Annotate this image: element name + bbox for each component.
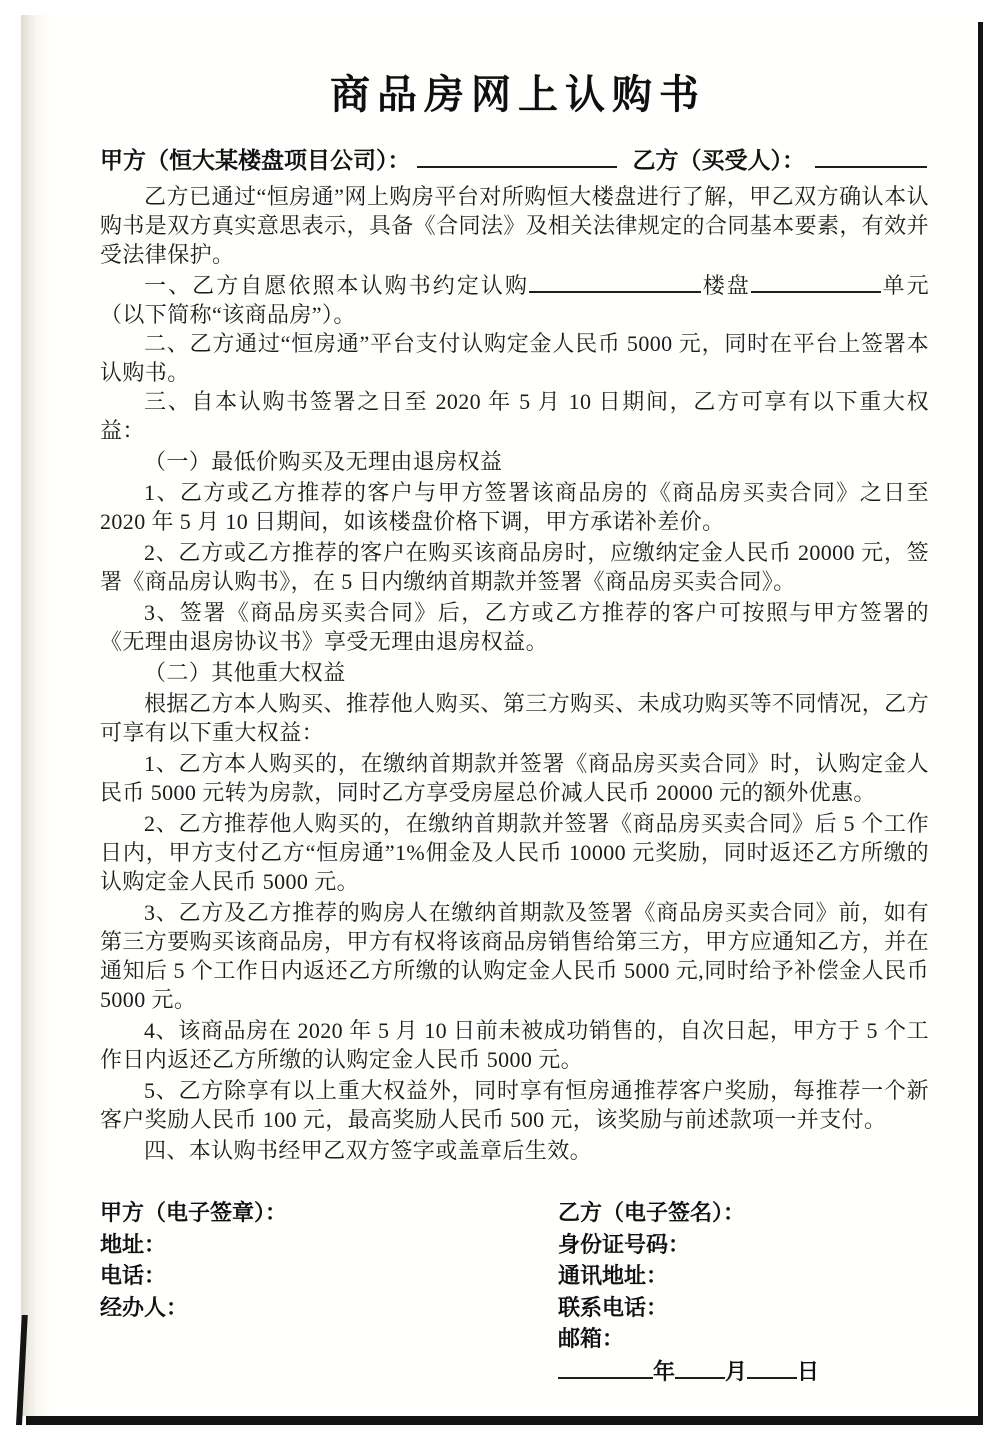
- intro-paragraph: 乙方已通过“恒房通”网上购房平台对所购恒大楼盘进行了解，甲乙双方确认本认购书是双方真实意思表示，具备《合同法》及相关法律规定的合同基本要素，有效并受法律保护。: [100, 184, 929, 267]
- party-b-blank: [815, 143, 927, 168]
- party-b-email-label: 邮箱：: [558, 1326, 625, 1351]
- section-2-item: 5、乙方除享有以上重大权益外，同时享有恒房通推荐客户奖励，每推荐一个新客户奖励人民币 100 元，最高奖励人民币 500 元，该奖励与前述款项一并支付。: [100, 1078, 929, 1132]
- scanned-page: [21, 13, 978, 1416]
- page-left-edge-shadow: [21, 15, 51, 1416]
- party-b-esign-label: 乙方（电子签名）：: [558, 1200, 746, 1225]
- section-2-intro: 根据乙方本人购买、推荐他人购买、第三方购买、未成功购买等不同情况，乙方可享有以下重大权益：: [100, 691, 929, 745]
- date-line: [558, 1355, 929, 1388]
- section-2-item: 2、乙方推荐他人购买的，在缴纳首期款并签署《商品房买卖合同》后 5 个工作日内，甲方支付乙方“恒房通”1%佣金及人民币 10000 元奖励，同时返还乙方所缴的认购定金人民币 5000 元。: [100, 811, 929, 894]
- party-b-address-label: 通讯地址：: [558, 1263, 669, 1288]
- section-1-item: 3、签署《商品房买卖合同》后，乙方或乙方推荐的客户可按照与甲方签署的《无理由退房协议书》享受无理由退房权益。: [100, 600, 929, 654]
- document-title: 商品房网上认购书: [330, 73, 706, 117]
- party-a-agent-label: 经办人：: [100, 1294, 189, 1320]
- section-1-heading: （一）最低价购买及无理由退房权益: [144, 449, 503, 474]
- party-a-esign-label: 甲方（电子签章）：: [100, 1200, 288, 1225]
- clause-1-pre: 一、乙方自愿依照本认购书约定认购: [144, 273, 530, 298]
- party-b-phone-label: 联系电话：: [558, 1294, 669, 1320]
- parties-line: [100, 143, 929, 175]
- section-2-item: 3、乙方及乙方推荐的购房人在缴纳首期款及签署《商品房买卖合同》前，如有第三方要购买该商品房，甲方有权将该商品房销售给第三方，甲方应通知乙方，并在通知后 5 个工作日内返还乙方所缴的认购定金人民币 5000 元,同时给予补偿金人民币 5000 元。: [100, 900, 929, 1012]
- clause-2: 二、乙方通过“恒房通”平台支付认购定金人民币 5000 元，同时在平台上签署本认购书。: [100, 331, 929, 385]
- unit-blank: [751, 269, 881, 293]
- contract-document: [100, 71, 929, 1387]
- day-blank: [747, 1355, 797, 1379]
- party-b-label: 乙方（买受人）：: [632, 147, 805, 173]
- party-a-signature-column: [100, 1197, 558, 1387]
- party-b-id-label: 身份证号码：: [558, 1231, 691, 1257]
- section-2-heading: （二）其他重大权益: [144, 660, 346, 685]
- section-1-item: 2、乙方或乙方推荐的客户在购买该商品房时，应缴纳定金人民币 20000 元，签署《商品房认购书》，在 5 日内缴纳首期款并签署《商品房买卖合同》。: [100, 540, 929, 594]
- year-blank: [558, 1355, 653, 1379]
- party-a-label: 甲方（恒大某楼盘项目公司）：: [100, 147, 411, 173]
- section-1-item: 1、乙方或乙方推荐的客户与甲方签署该商品房的《商品房买卖合同》之日至 2020 年 5 月 10 日期间，如该楼盘价格下调，甲方承诺补差价。: [100, 480, 929, 534]
- clause-4: 四、本认购书经甲乙双方签字或盖章后生效。: [144, 1138, 593, 1163]
- clause-1-mid: 楼盘: [701, 273, 751, 298]
- party-a-phone-label: 电话：: [100, 1263, 167, 1288]
- clause-1: [100, 269, 929, 329]
- year-unit: 年: [653, 1358, 676, 1384]
- month-unit: 月: [725, 1358, 748, 1384]
- month-blank: [675, 1355, 725, 1379]
- section-2-item: 4、该商品房在 2020 年 5 月 10 日前未被成功销售的，自次日起，甲方于 5 个工作日内返还乙方所缴的认购定金人民币 5000 元。: [100, 1018, 929, 1072]
- section-2-item: 1、乙方本人购买的，在缴纳首期款并签署《商品房买卖合同》时，认购定金人民币 5000 元转为房款，同时乙方享受房屋总价减人民币 20000 元的额外优惠。: [100, 751, 929, 805]
- signature-block: [100, 1197, 929, 1387]
- party-a-address-label: 地址：: [100, 1231, 167, 1257]
- day-unit: 日: [797, 1358, 820, 1384]
- party-b-signature-column: [558, 1197, 929, 1387]
- lot-name-blank: [529, 269, 701, 293]
- clause-1-post: 单元（以下简称“该商品房”）。: [100, 273, 929, 327]
- party-a-blank: [417, 143, 617, 168]
- page-corner-shadow: [16, 1315, 28, 1425]
- clause-3: 三、自本认购书签署之日至 2020 年 5 月 10 日期间，乙方可享有以下重大权益：: [100, 389, 929, 443]
